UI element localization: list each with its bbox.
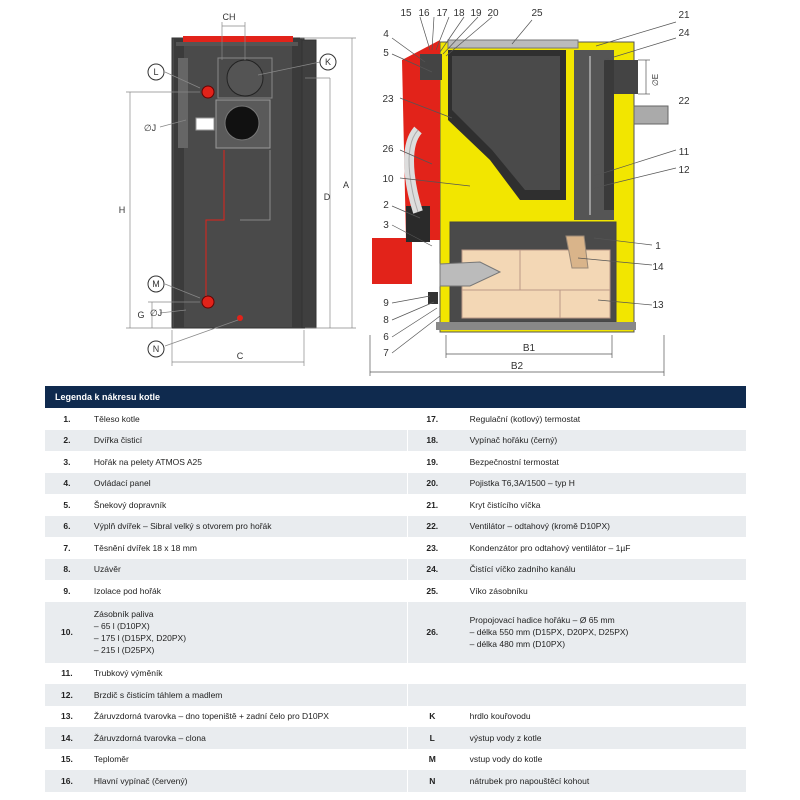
label-21: 21 [678, 10, 690, 21]
legend-text-line: Uzávěr [93, 564, 121, 575]
label-L: L [153, 67, 159, 77]
label-13: 13 [652, 300, 664, 311]
legend-text-line: Hlavní vypínač (červený) [93, 775, 188, 786]
legend-row [45, 559, 746, 581]
legend-row [45, 706, 746, 728]
legend-row [45, 663, 746, 685]
label-CH: CH [222, 12, 236, 22]
legend-text-right [457, 602, 746, 663]
label-14: 14 [652, 262, 664, 273]
legend-text-line: Pojistka T6,3A/1500 – typ H [469, 478, 575, 489]
label-H: H [118, 205, 126, 215]
label-20: 20 [487, 8, 499, 19]
legend-number-right: 18. [407, 430, 456, 452]
legend-number-left: 15. [61, 754, 73, 765]
legend-row [45, 684, 746, 706]
legend-text-right [457, 494, 746, 516]
legend-number-right: L [407, 727, 456, 749]
label-3: 3 [383, 220, 389, 231]
label-17: 17 [436, 8, 448, 19]
legend-number-left: 2. [45, 430, 89, 452]
legend-text-left [89, 684, 407, 706]
legend-text-left [89, 749, 407, 771]
legend-text-line: Výplň dvířek – Sibral velký s otvorem pro hořák [93, 521, 272, 532]
legend-number-right: M [428, 754, 436, 765]
legend-number-right: 19. [426, 456, 439, 467]
legend-text-right [457, 684, 746, 706]
legend-text-line: Ventilátor – odtahový (kromě D10PX) [469, 521, 610, 532]
legend-text-right [457, 430, 746, 452]
legend-number-left: 6. [45, 516, 89, 538]
legend-number-right [407, 684, 456, 706]
legend-number-left: 12. [45, 684, 89, 706]
legend-number-left: 10. [45, 602, 89, 663]
label-2: 2 [383, 200, 389, 211]
legend-text-line: Víko zásobníku [469, 585, 528, 596]
legend-text-right [457, 749, 746, 771]
legend-row [45, 770, 746, 792]
legend-text-line: Brzdič s čisticím táhlem a madlem [93, 689, 223, 700]
legend-row [45, 580, 746, 602]
legend-number-left: 9. [63, 585, 71, 596]
legend-number-left: 8. [45, 559, 89, 581]
legend-text-line: výstup vody z kotle [469, 732, 542, 743]
legend-number-right: 20. [407, 473, 456, 495]
legend-number-right: 17. [426, 413, 439, 424]
legend-number-right: 26. [407, 602, 456, 663]
label-J1: ∅J [143, 123, 157, 133]
legend-text-right [457, 408, 746, 430]
legend-text-line: Těsnění dvířek 18 x 18 mm [93, 542, 197, 553]
label-9: 9 [383, 298, 389, 309]
legend-title: Legenda k nákresu kotle [45, 386, 746, 408]
legend-row [45, 537, 746, 559]
legend-number-right: 23. [426, 542, 439, 553]
legend-number-left: 4. [45, 473, 89, 495]
legend-text-line: Izolace pod hořák [93, 585, 162, 596]
label-4: 4 [383, 29, 389, 40]
legend-number-left: 13. [61, 711, 73, 722]
label-15: 15 [400, 8, 412, 19]
legend-text-left [89, 727, 407, 749]
legend-text-line: Bezpečnostní termostat [469, 456, 559, 467]
label-B2: B2 [510, 361, 524, 372]
legend-row [45, 727, 746, 749]
legend-text-line: Trubkový výměník [93, 668, 163, 679]
legend-text-line: Kondenzátor pro odtahový ventilátor – 1µF [469, 542, 631, 553]
legend-text-line: Žáruvzdorná tvarovka – clona [93, 732, 206, 743]
legend-number-left: 7. [63, 542, 71, 553]
legend-text-line: Zásobník paliva [93, 609, 154, 619]
legend-number-right: 24. [407, 559, 456, 581]
legend-text-line: Šnekový dopravník [93, 499, 167, 510]
legend-body [45, 408, 746, 792]
label-1: 1 [655, 241, 661, 252]
legend-row [45, 749, 746, 771]
label-24: 24 [678, 28, 690, 39]
label-8: 8 [383, 315, 389, 326]
legend-text-left [89, 770, 407, 792]
legend-text-right [457, 580, 746, 602]
legend-number-left: 1. [63, 413, 71, 424]
legend-text-left [89, 430, 407, 452]
legend-text-line: Žáruvzdorná tvarovka – dno topeniště + zadní čelo pro D10PX [93, 711, 329, 722]
legend-text-line: Regulační (kotlový) termostat [469, 413, 581, 424]
label-E: ∅E [651, 73, 660, 87]
legend-text-line: – 175 l (D15PX, D20PX) [93, 633, 187, 643]
legend-number-right: 22. [407, 516, 456, 538]
label-18: 18 [453, 8, 465, 19]
legend-row [45, 494, 746, 516]
legend-text-line: vstup vody do kotle [469, 754, 543, 765]
legend-text-right [457, 663, 746, 685]
legend-number-right: 25. [426, 585, 439, 596]
label-G: G [137, 310, 145, 320]
legend-text-line: Propojovací hadice hořáku – Ø 65 mm [469, 615, 615, 625]
legend-text-line: – délka 550 mm (D15PX, D20PX, D25PX) [469, 627, 629, 637]
legend-text-right [457, 559, 746, 581]
legend-text-line: Teploměr [93, 754, 129, 765]
label-5: 5 [383, 48, 389, 59]
legend-text-line: – 65 l (D10PX) [93, 621, 150, 631]
legend-text-left [89, 473, 407, 495]
legend-text-line: Vypínač hořáku (černý) [469, 435, 558, 446]
legend-text-right [457, 537, 746, 559]
legend-text-right [457, 770, 746, 792]
legend-table [45, 386, 746, 792]
label-23: 23 [382, 94, 394, 105]
label-B1: B1 [522, 343, 536, 354]
legend-text-line: hrdlo kouřovodu [469, 711, 531, 722]
legend-text-left [89, 516, 407, 538]
label-A: A [342, 180, 350, 190]
legend-number-right [407, 663, 456, 685]
label-11: 11 [678, 147, 690, 158]
legend-row [45, 451, 746, 473]
legend-text-left [89, 451, 407, 473]
label-M: M [152, 279, 160, 289]
legend-text-line: Kryt čistícího víčka [469, 499, 541, 510]
label-10: 10 [382, 174, 394, 185]
label-19: 19 [470, 8, 482, 19]
legend-text-left [89, 663, 407, 685]
legend-text-left [89, 494, 407, 516]
legend-text-left [89, 559, 407, 581]
label-D: D [323, 192, 331, 202]
legend-text-line: nátrubek pro napouštěcí kohout [469, 775, 590, 786]
legend-text-left [89, 602, 407, 663]
legend-text-line: Čistící víčko zadního kanálu [469, 564, 576, 575]
rear-view-drawing [172, 36, 316, 328]
legend-row [45, 473, 746, 495]
legend-number-right: 21. [426, 499, 439, 510]
legend-text-line: Ovládací panel [93, 478, 151, 489]
legend-text-right [457, 727, 746, 749]
legend-number-left: 16. [45, 770, 89, 792]
legend-row [45, 602, 746, 663]
legend-number-left: 14. [45, 727, 89, 749]
legend-row [45, 430, 746, 452]
label-12: 12 [678, 165, 690, 176]
label-26: 26 [382, 144, 394, 155]
legend-text-line: Dvířka čisticí [93, 435, 143, 446]
legend-number-right: K [429, 711, 436, 722]
legend-text-right [457, 473, 746, 495]
legend-text-left [89, 408, 407, 430]
legend-text-left [89, 580, 407, 602]
legend-text-line: Hořák na pelety ATMOS A25 [93, 456, 202, 467]
legend-text-right [457, 516, 746, 538]
legend-text-line: – 215 l (D25PX) [93, 645, 155, 655]
legend-number-left: 3. [63, 456, 71, 467]
label-6: 6 [383, 332, 389, 343]
section-view-drawing [372, 40, 668, 332]
label-K: K [324, 57, 332, 67]
label-7: 7 [383, 348, 389, 359]
legend-text-left [89, 706, 407, 728]
legend-text-left [89, 537, 407, 559]
label-C: C [236, 351, 244, 361]
legend-number-left: 11. [61, 668, 73, 679]
label-16: 16 [418, 8, 430, 19]
legend-text-line: Těleso kotle [93, 413, 140, 424]
label-22: 22 [678, 96, 690, 107]
legend-text-line: – délka 480 mm (D10PX) [469, 639, 566, 649]
legend-text-right [457, 706, 746, 728]
label-N: N [152, 344, 160, 354]
label-25: 25 [531, 8, 543, 19]
label-J2: ∅J [149, 308, 163, 318]
legend-number-right: N [407, 770, 456, 792]
legend-text-right [457, 451, 746, 473]
legend-row [45, 408, 746, 430]
legend-number-left: 5. [63, 499, 71, 510]
legend-row [45, 516, 746, 538]
boiler-diagram [0, 0, 800, 385]
